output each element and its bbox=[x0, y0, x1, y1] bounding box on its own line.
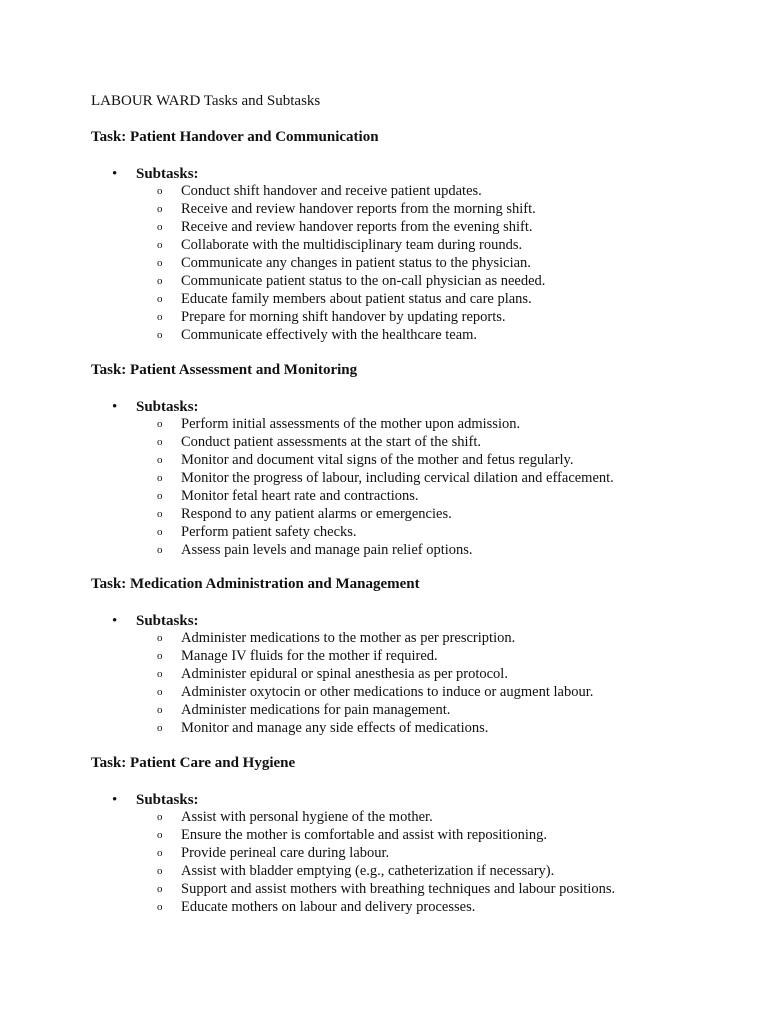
subtask-item bbox=[157, 451, 614, 469]
subtask-item bbox=[157, 487, 614, 505]
subtask-text: Receive and review handover reports from the morning shift. bbox=[181, 201, 536, 217]
subtask-item bbox=[157, 326, 545, 344]
hollow-circle-bullet-icon: o bbox=[157, 311, 163, 323]
bullet-icon: • bbox=[112, 166, 118, 182]
subtask-text: Provide perineal care during labour. bbox=[181, 845, 390, 861]
subtask-item bbox=[157, 647, 593, 665]
hollow-circle-bullet-icon: o bbox=[157, 275, 163, 287]
subtasks-label: Subtasks: bbox=[136, 792, 199, 808]
subtask-text: Assist with personal hygiene of the mother. bbox=[181, 809, 433, 825]
subtask-item bbox=[157, 236, 545, 254]
subtask-item bbox=[157, 415, 614, 433]
hollow-circle-bullet-icon: o bbox=[157, 418, 163, 430]
subtask-item bbox=[157, 469, 614, 487]
subtask-item bbox=[157, 898, 615, 916]
subtask-list bbox=[157, 629, 593, 737]
subtask-text: Administer epidural or spinal anesthesia as per protocol. bbox=[181, 666, 508, 682]
subtask-item bbox=[157, 862, 615, 880]
subtask-text: Assess pain levels and manage pain relief options. bbox=[181, 542, 473, 558]
subtasks-label: Subtasks: bbox=[136, 166, 199, 182]
subtask-text: Respond to any patient alarms or emergencies. bbox=[181, 506, 452, 522]
hollow-circle-bullet-icon: o bbox=[157, 257, 163, 269]
subtask-text: Prepare for morning shift handover by updating reports. bbox=[181, 309, 506, 325]
subtask-text: Assist with bladder emptying (e.g., catheterization if necessary). bbox=[181, 863, 555, 879]
subtask-item bbox=[157, 433, 614, 451]
subtask-item bbox=[157, 880, 615, 898]
subtask-text: Receive and review handover reports from the evening shift. bbox=[181, 219, 533, 235]
hollow-circle-bullet-icon: o bbox=[157, 239, 163, 251]
subtask-text: Perform patient safety checks. bbox=[181, 524, 357, 540]
bullet-icon: • bbox=[112, 613, 118, 629]
subtask-item bbox=[157, 826, 615, 844]
hollow-circle-bullet-icon: o bbox=[157, 508, 163, 520]
subtasks-label-row bbox=[112, 165, 199, 183]
subtask-text: Monitor and manage any side effects of medications. bbox=[181, 720, 489, 736]
hollow-circle-bullet-icon: o bbox=[157, 454, 163, 466]
subtask-text: Monitor fetal heart rate and contractions. bbox=[181, 488, 419, 504]
subtask-item bbox=[157, 683, 593, 701]
hollow-circle-bullet-icon: o bbox=[157, 436, 163, 448]
hollow-circle-bullet-icon: o bbox=[157, 829, 163, 841]
subtask-item bbox=[157, 218, 545, 236]
subtask-list bbox=[157, 182, 545, 344]
subtask-text: Communicate any changes in patient status to the physician. bbox=[181, 255, 531, 271]
subtask-text: Conduct shift handover and receive patient updates. bbox=[181, 183, 482, 199]
hollow-circle-bullet-icon: o bbox=[157, 472, 163, 484]
hollow-circle-bullet-icon: o bbox=[157, 203, 163, 215]
subtask-item bbox=[157, 808, 615, 826]
subtask-item bbox=[157, 505, 614, 523]
subtask-item bbox=[157, 701, 593, 719]
subtask-item bbox=[157, 290, 545, 308]
subtask-text: Support and assist mothers with breathing techniques and labour positions. bbox=[181, 881, 616, 897]
subtask-text: Communicate effectively with the healthcare team. bbox=[181, 327, 478, 343]
hollow-circle-bullet-icon: o bbox=[157, 883, 163, 895]
hollow-circle-bullet-icon: o bbox=[157, 811, 163, 823]
subtask-text: Administer medications to the mother as per prescription. bbox=[181, 630, 516, 646]
hollow-circle-bullet-icon: o bbox=[157, 526, 163, 538]
hollow-circle-bullet-icon: o bbox=[157, 221, 163, 233]
hollow-circle-bullet-icon: o bbox=[157, 329, 163, 341]
section-heading: Task: Medication Administration and Management bbox=[91, 576, 420, 592]
subtask-list bbox=[157, 808, 615, 916]
hollow-circle-bullet-icon: o bbox=[157, 650, 163, 662]
subtask-text: Ensure the mother is comfortable and assist with repositioning. bbox=[181, 827, 548, 843]
subtask-item bbox=[157, 182, 545, 200]
subtask-list bbox=[157, 415, 614, 559]
subtask-text: Administer oxytocin or other medications to induce or augment labour. bbox=[181, 684, 594, 700]
subtask-text: Conduct patient assessments at the start of the shift. bbox=[181, 434, 482, 450]
hollow-circle-bullet-icon: o bbox=[157, 185, 163, 197]
subtask-text: Educate mothers on labour and delivery processes. bbox=[181, 899, 476, 915]
hollow-circle-bullet-icon: o bbox=[157, 686, 163, 698]
hollow-circle-bullet-icon: o bbox=[157, 847, 163, 859]
section-heading: Task: Patient Handover and Communication bbox=[91, 129, 379, 145]
subtasks-label-row bbox=[112, 612, 199, 630]
hollow-circle-bullet-icon: o bbox=[157, 632, 163, 644]
bullet-icon: • bbox=[112, 792, 118, 808]
subtask-item bbox=[157, 308, 545, 326]
subtask-text: Administer medications for pain management. bbox=[181, 702, 451, 718]
subtask-item bbox=[157, 665, 593, 683]
subtask-text: Monitor the progress of labour, including cervical dilation and effacement. bbox=[181, 470, 614, 486]
subtask-item bbox=[157, 541, 614, 559]
subtask-item bbox=[157, 523, 614, 541]
subtasks-label-row bbox=[112, 398, 199, 416]
subtask-item bbox=[157, 254, 545, 272]
subtask-item bbox=[157, 200, 545, 218]
hollow-circle-bullet-icon: o bbox=[157, 704, 163, 716]
hollow-circle-bullet-icon: o bbox=[157, 293, 163, 305]
subtask-text: Perform initial assessments of the mother upon admission. bbox=[181, 416, 521, 432]
subtasks-label-row bbox=[112, 791, 199, 809]
subtask-item bbox=[157, 719, 593, 737]
subtask-text: Communicate patient status to the on-call physician as needed. bbox=[181, 273, 546, 289]
hollow-circle-bullet-icon: o bbox=[157, 668, 163, 680]
subtask-text: Monitor and document vital signs of the mother and fetus regularly. bbox=[181, 452, 574, 468]
subtask-text: Educate family members about patient status and care plans. bbox=[181, 291, 532, 307]
subtasks-label: Subtasks: bbox=[136, 613, 199, 629]
hollow-circle-bullet-icon: o bbox=[157, 490, 163, 502]
bullet-icon: • bbox=[112, 399, 118, 415]
section-heading: Task: Patient Assessment and Monitoring bbox=[91, 362, 358, 378]
subtask-item bbox=[157, 629, 593, 647]
subtask-item bbox=[157, 272, 545, 290]
hollow-circle-bullet-icon: o bbox=[157, 901, 163, 913]
section-heading: Task: Patient Care and Hygiene bbox=[91, 755, 296, 771]
hollow-circle-bullet-icon: o bbox=[157, 544, 163, 556]
document-title: LABOUR WARD Tasks and Subtasks bbox=[91, 93, 321, 109]
subtask-text: Collaborate with the multidisciplinary team during rounds. bbox=[181, 237, 523, 253]
subtask-text: Manage IV fluids for the mother if required. bbox=[181, 648, 438, 664]
subtasks-label: Subtasks: bbox=[136, 399, 199, 415]
hollow-circle-bullet-icon: o bbox=[157, 865, 163, 877]
subtask-item bbox=[157, 844, 615, 862]
hollow-circle-bullet-icon: o bbox=[157, 722, 163, 734]
